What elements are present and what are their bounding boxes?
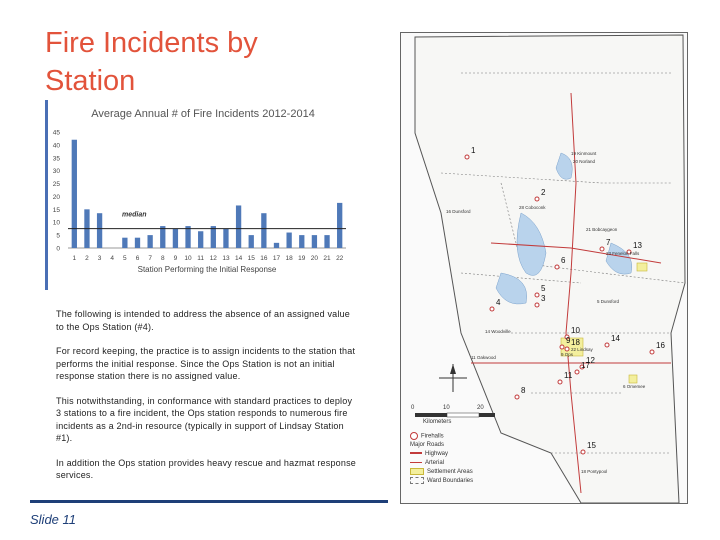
- bar-station-18: [286, 233, 291, 248]
- map-legend: [410, 432, 500, 486]
- firehall-marker: [600, 247, 604, 251]
- scale-20: 20: [477, 405, 484, 411]
- paragraph-2: For record keeping, the practice is to assign incidents to the station that performs the initial response. Since the Ops Station is not an initial response station there is no assigned value.: [56, 346, 356, 381]
- firehall-marker: [650, 350, 654, 354]
- place-label: 11 Oakwood: [471, 355, 496, 360]
- median-label: median: [122, 211, 147, 219]
- settlement-area: [629, 375, 637, 383]
- station-number-1: 1: [471, 146, 476, 155]
- place-label: 16 Dunsford: [446, 209, 471, 214]
- legend-label-settlement: Settlement Areas: [427, 469, 473, 476]
- place-label: 19 Kinmount: [571, 151, 597, 156]
- bar-station-6: [135, 238, 140, 248]
- firehall-marker: [515, 395, 519, 399]
- bar-station-15: [249, 235, 254, 248]
- legend-label-wards: Ward Boundaries: [427, 478, 474, 485]
- bar-station-12: [211, 226, 216, 248]
- bar-station-22: [337, 203, 342, 248]
- x-tick-label: 22: [336, 255, 344, 262]
- firehall-marker: [575, 370, 579, 374]
- x-tick-label: 13: [222, 255, 230, 262]
- x-tick-label: 7: [148, 255, 152, 262]
- x-tick-label: 17: [272, 255, 281, 262]
- station-number-8: 8: [521, 386, 526, 395]
- x-tick-label: 18: [285, 255, 293, 262]
- place-label: 22 Lindsay: [571, 347, 593, 352]
- station-number-12: 12: [586, 356, 595, 365]
- station-number-17: 17: [581, 361, 590, 370]
- slide-title: [45, 24, 365, 100]
- y-tick-label: 30: [52, 168, 60, 176]
- chart-svg: [48, 100, 358, 290]
- firehall-marker: [535, 303, 539, 307]
- bar-station-9: [173, 229, 178, 248]
- station-number-4: 4: [496, 298, 501, 307]
- bar-station-8: [160, 226, 165, 248]
- scale-0: 0: [411, 405, 415, 411]
- x-tick-label: 9: [173, 255, 178, 262]
- x-tick-label: 3: [97, 255, 102, 262]
- legend-title: Major Roads: [410, 442, 445, 448]
- place-label: 23 Fenelon Falls: [606, 251, 640, 256]
- x-tick-label: 6: [135, 255, 140, 262]
- bar-station-16: [261, 213, 266, 248]
- x-tick-label: 12: [209, 255, 217, 262]
- x-tick-label: 11: [197, 255, 205, 262]
- legend-label-highway: Highway: [425, 451, 449, 457]
- station-number-16: 16: [656, 341, 665, 350]
- x-tick-label: 14: [234, 255, 243, 262]
- y-tick-label: 15: [52, 206, 60, 214]
- slide-title-line2: Station: [45, 65, 136, 97]
- paragraph-1: The following is intended to address the absence of an assigned value to the Ops Station (#4).: [56, 309, 350, 332]
- legend-item-wards: [410, 477, 500, 486]
- station-number-18: 18: [571, 338, 580, 347]
- station-number-10: 10: [571, 326, 580, 335]
- bar-station-11: [198, 231, 203, 248]
- bar-station-5: [122, 238, 127, 248]
- station-number-9: 9: [566, 336, 571, 345]
- station-number-13: 13: [633, 241, 642, 250]
- settlement-area: [637, 263, 647, 271]
- slide-title-line1: Fire Incidents by: [45, 27, 258, 59]
- x-tick-label: 10: [184, 255, 192, 262]
- station-number-5: 5: [541, 284, 546, 293]
- legend-item-firehalls: [410, 432, 500, 441]
- place-label: 28 Coboconk: [519, 205, 546, 210]
- x-tick-label: 4: [110, 255, 115, 262]
- y-tick-label: 10: [52, 219, 60, 227]
- station-number-2: 2: [541, 188, 546, 197]
- scale-10: 10: [443, 405, 450, 411]
- station-number-3: 3: [541, 294, 546, 303]
- place-label: 20 Norland: [573, 159, 596, 164]
- bar-chart: [48, 100, 358, 290]
- bar-station-19: [299, 235, 304, 248]
- place-label: 5 Dunsford: [597, 299, 620, 304]
- place-label: 6 Omemee: [623, 384, 646, 389]
- x-tick-label: 8: [160, 255, 165, 262]
- footer-rule: [30, 500, 388, 503]
- paragraph-4: In addition the Ops station provides heavy rescue and hazmat response services.: [56, 457, 356, 480]
- x-tick-label: 16: [260, 255, 268, 262]
- y-tick-label: 35: [52, 155, 60, 163]
- chart-title: Average Annual # of Fire Incidents 2012-2014: [91, 108, 315, 120]
- y-tick-label: 45: [52, 129, 60, 137]
- y-tick-label: 0: [56, 245, 60, 253]
- firehall-marker: [560, 345, 564, 349]
- bar-station-20: [312, 235, 317, 248]
- station-number-11: 11: [564, 371, 573, 380]
- north-arrow-icon: [439, 364, 467, 392]
- firehall-marker: [581, 450, 585, 454]
- firehall-marker: [535, 293, 539, 297]
- bar-station-10: [185, 226, 190, 248]
- body-text: [56, 308, 356, 494]
- legend-item-arterial: [410, 459, 500, 468]
- station-number-15: 15: [587, 441, 596, 450]
- legend-item-settlement: [410, 468, 500, 477]
- bar-station-17: [274, 243, 279, 248]
- place-label: 21 Bobcaygeon: [586, 227, 618, 232]
- firehall-marker: [605, 343, 609, 347]
- bar-station-7: [147, 235, 152, 248]
- bar-station-3: [97, 213, 102, 248]
- firehall-marker: [565, 347, 569, 351]
- bar-station-14: [236, 205, 241, 248]
- legend-item-highway: [410, 450, 500, 459]
- station-number-14: 14: [611, 334, 620, 343]
- firehall-marker: [535, 197, 539, 201]
- y-tick-label: 20: [52, 193, 60, 201]
- firehall-marker: [555, 265, 559, 269]
- scale-bar: [415, 413, 495, 417]
- x-tick-label: 21: [323, 255, 331, 262]
- x-tick-label: 19: [298, 255, 306, 262]
- firehall-marker: [490, 307, 494, 311]
- x-tick-label: 2: [85, 255, 89, 262]
- x-axis-label: Station Performing the Initial Response: [137, 265, 277, 274]
- bar-station-1: [72, 140, 77, 248]
- legend-label-arterial: Arterial: [425, 460, 445, 466]
- paragraph-3: This notwithstanding, in conformance with standard practices to deploy 3 stations to a fire incident, the Ops station responds to numerous fire incidents as a 2nd-in resource (typically in support of Lindsay Station #1).: [56, 395, 353, 443]
- x-tick-label: 1: [72, 255, 77, 262]
- x-tick-label: 15: [247, 255, 255, 262]
- scale-unit: Kilometers: [423, 419, 452, 425]
- place-label: 9 Ops: [561, 352, 574, 357]
- x-tick-label: 20: [310, 255, 319, 262]
- firehall-marker: [465, 155, 469, 159]
- bar-station-21: [324, 235, 329, 248]
- station-number-6: 6: [561, 256, 566, 265]
- place-label: 14 Woodville: [485, 329, 511, 334]
- slide-number: Slide 11: [30, 512, 77, 527]
- bar-station-13: [223, 229, 228, 248]
- y-tick-label: 40: [52, 142, 60, 150]
- station-number-7: 7: [606, 238, 611, 247]
- legend-label-firehalls: Firehalls: [421, 433, 444, 440]
- firehall-marker: [558, 380, 562, 384]
- x-tick-label: 5: [123, 255, 127, 262]
- y-tick-label: 25: [52, 181, 60, 189]
- y-tick-label: 5: [56, 232, 60, 240]
- place-label: 18 Pontypool: [581, 469, 608, 474]
